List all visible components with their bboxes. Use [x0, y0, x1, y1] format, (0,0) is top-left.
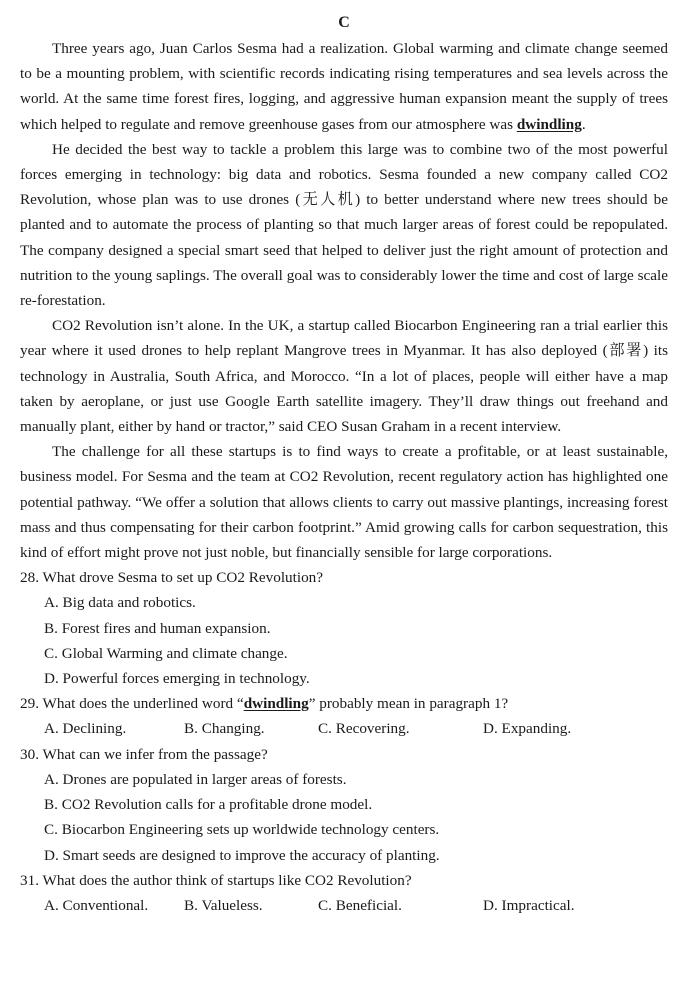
question-28-option-d[interactable]: D. Powerful forces emerging in technology. [44, 670, 310, 688]
question-29-option-c[interactable]: C. Recovering. [318, 720, 410, 738]
paragraph-1-text: Three years ago, Juan Carlos Sesma had a realization. Global warming and climate change seemed to be a mounting problem, with scientific records indicating rising temperatures and sea levels across the world. At the same time forest fires, logging, and aggressive human expansion meant the supply of trees which helped to regulate and remove greenhouse gases from our atmosphere was [20, 40, 668, 133]
underlined-word: dwindling [516, 115, 582, 133]
section-heading: C [338, 14, 350, 31]
question-29 [20, 691, 668, 741]
question-28-stem: 28. What drove Sesma to set up CO2 Revolution? [20, 569, 324, 587]
question-31 [20, 868, 668, 918]
question-28-option-c[interactable]: C. Global Warming and climate change. [44, 644, 288, 662]
question-29-stem-start: 29. What does the underlined word “ [20, 695, 244, 713]
question-31-option-d[interactable]: D. Impractical. [483, 896, 575, 914]
passage-paragraph-2: He decided the best way to tackle a problem this large was to combine two of the most powerful forces emerging in technology: big data and robotics. Sesma founded a new company called CO2 Revolution, whose plan was to use drones (无人机) to better understand where new trees should be planted and to automate the process of planting so that much larger areas of forest could be repopulated. The company designed a special smart seed that helped to deliver just the right amount of protection and nutrition to the young saplings. The overall goal was to considerably lower the time and cost of large scale re-forestation. [20, 140, 668, 310]
paragraph-1-end: . [581, 115, 586, 133]
question-31-stem: 31. What does the author think of startups like CO2 Revolution? [20, 871, 412, 889]
question-29-options [44, 716, 668, 741]
question-28-option-a[interactable]: A. Big data and robotics. [44, 594, 196, 612]
passage-paragraph-1 [20, 36, 668, 137]
question-28 [20, 565, 668, 691]
question-28-option-b[interactable]: B. Forest fires and human expansion. [44, 619, 271, 637]
question-29-stem-end: ” probably mean in paragraph 1? [308, 695, 509, 713]
question-30-stem: 30. What can we infer from the passage? [20, 745, 268, 763]
question-30 [20, 742, 668, 868]
question-29-stem [20, 691, 668, 716]
question-30-option-d[interactable]: D. Smart seeds are designed to improve the accuracy of planting. [44, 846, 440, 864]
passage-paragraph-4: The challenge for all these startups is to find ways to create a profitable, or at least sustainable, business model. For Sesma and the team at CO2 Revolution, recent regulatory action has highlighted one potential pathway. “We offer a solution that allows clients to carry out massive plantings, increasing forest mass and thus compensating for their carbon footprint.” Amid growing calls for carbon sequestration, this kind of effort might prove not just noble, but financially sensible for large corporations. [20, 443, 668, 562]
question-31-options [44, 893, 668, 918]
question-29-option-d[interactable]: D. Expanding. [483, 720, 572, 738]
question-31-option-c[interactable]: C. Beneficial. [318, 896, 402, 914]
question-30-option-a[interactable]: A. Drones are populated in larger areas of forests. [44, 770, 347, 788]
question-29-option-b[interactable]: B. Changing. [184, 720, 265, 738]
question-30-option-b[interactable]: B. CO2 Revolution calls for a profitable drone model. [44, 796, 373, 814]
question-30-option-c[interactable]: C. Biocarbon Engineering sets up worldwide technology centers. [44, 821, 440, 839]
question-31-option-b[interactable]: B. Valueless. [184, 896, 263, 914]
question-29-option-a[interactable]: A. Declining. [44, 720, 127, 738]
exam-page [20, 12, 668, 918]
passage-paragraph-3: CO2 Revolution isn’t alone. In the UK, a startup called Biocarbon Engineering ran a trial earlier this year where it used drones to help replant Mangrove trees in Myanmar. It has also deployed (部署) its technology in Australia, South Africa, and Morocco. “In a lot of places, people will either have a map taken by aeroplane, or just use Google Earth satellite imagery. They’ll draw things out freehand and manually plant, either by hand or tractor,” said CEO Susan Graham in a recent interview. [20, 317, 668, 436]
question-29-underlined-word: dwindling [243, 695, 309, 713]
question-31-option-a[interactable]: A. Conventional. [44, 896, 149, 914]
